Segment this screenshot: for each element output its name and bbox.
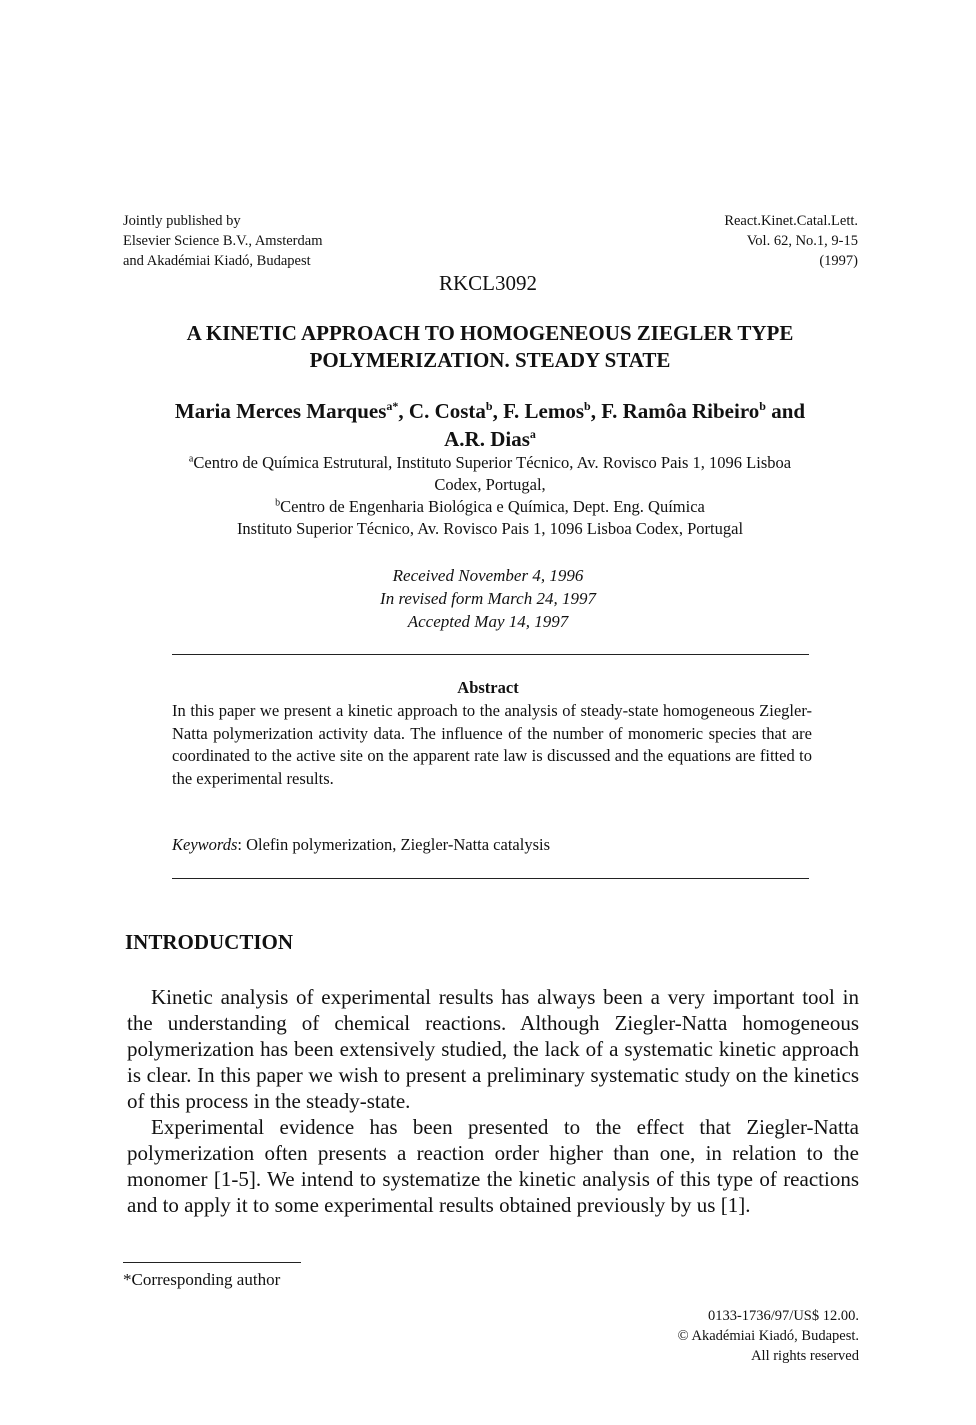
keywords-label: Keywords: [172, 835, 238, 854]
footnote: *Corresponding author: [123, 1270, 281, 1289]
author-name: Maria Merces Marques: [174, 399, 387, 423]
affiliation-a-cont: Codex, Portugal,: [434, 475, 546, 494]
publisher-line: Jointly published by: [123, 213, 241, 229]
paragraph: Experimental evidence has been presented to the effect that Ziegler-Natta polymerization often presents a reaction order higher than one, in relation to the monomer [1-5]. We intend to systematize the kinetic analysis of this type of reactions and to apply it to some experimental results obtained previously by us [1].: [127, 1115, 859, 1217]
paper-title: [120, 320, 860, 374]
abstract-text: In this paper we present a kinetic approach to the analysis of steady-state homogeneous Ziegler-Natta polymerization activity data. The influence of the number of monomeric species that are coordinated to the active site on the apparent rate law is discussed and the equations are fitted to the experimental results.: [172, 701, 812, 788]
author-affiliation-mark: b: [759, 399, 766, 413]
title-line: POLYMERIZATION. STEADY STATE: [309, 348, 671, 372]
affiliation-b: $^b$Centro de Engenharia Biológica e Química, Dept. Eng. Química: [275, 497, 705, 516]
author-name: F. Lemos: [503, 399, 584, 423]
accepted-date: Accepted May 14, 1997: [407, 612, 569, 631]
author-affiliation-mark: a*: [386, 399, 399, 413]
intro-text: [127, 984, 859, 1218]
article-dates: [0, 564, 976, 633]
author-name: C. Costa: [408, 399, 486, 423]
affiliations: [120, 452, 860, 540]
publisher-line: and Akadémiai Kiadó, Budapest: [123, 253, 311, 269]
revised-date: In revised form March 24, 1997: [380, 589, 596, 608]
author-list: Maria Merces Marques$^{a*}$, C. Costa$^b$, F. Lemos$^b$, F. Ramôa Ribeiro$^b$ and A.R. Dias$^a$: [174, 399, 806, 451]
abstract-top-rule: [172, 654, 809, 655]
journal-reference: [724, 211, 858, 271]
abstract-bottom-rule: [172, 878, 809, 879]
affiliation-a: $^a$Centro de Química Estrutural, Instituto Superior Técnico, Av. Rovisco Pais 1, 1096 Lisboa: [188, 453, 792, 472]
copyright-line: © Akadémiai Kiadó, Budapest.: [677, 1328, 859, 1344]
journal-line: React.Kinet.Catal.Lett.: [724, 213, 858, 229]
copyright-line: All rights reserved: [751, 1348, 859, 1364]
author-affiliation-mark: b: [485, 399, 493, 413]
received-date: Received November 4, 1996: [392, 566, 584, 585]
journal-line: (1997): [819, 253, 858, 269]
title-line: A KINETIC APPROACH TO HOMOGENEOUS ZIEGLER TYPE: [186, 321, 794, 345]
author-affiliation-mark: a: [529, 427, 536, 441]
copyright-notice: [678, 1306, 859, 1366]
journal-line: Vol. 62, No.1, 9-15: [746, 233, 858, 249]
abstract-heading: Abstract: [457, 678, 519, 697]
author-name: F. Ramôa Ribeiro: [601, 399, 760, 423]
author-name: A.R. Dias: [444, 427, 530, 451]
publisher-info: [123, 211, 322, 271]
affiliation-b-cont: Instituto Superior Técnico, Av. Rovisco Pais 1, 1096 Lisboa Codex, Portugal: [236, 519, 744, 538]
author-affiliation-mark: b: [584, 399, 591, 413]
paragraph: Kinetic analysis of experimental results has always been a very important tool in the understanding of chemical reactions. Although Ziegler-Natta homogeneous polymerization has been extensively studied, the lack of a systematic kinetic approach is clear. In this paper we wish to present a preliminary systematic study on the kinetics of this process in the steady-state.: [127, 985, 859, 1113]
footnote-rule: [123, 1262, 301, 1263]
publisher-line: Elsevier Science B.V., Amsterdam: [123, 233, 323, 249]
section-heading: INTRODUCTION: [125, 930, 294, 954]
keywords: Keywords: Olefin polymerization, Ziegler-Natta catalysis: [172, 835, 550, 854]
copyright-line: 0133-1736/97/US$ 12.00.: [707, 1308, 859, 1324]
keywords-text: Olefin polymerization, Ziegler-Natta catalysis: [241, 835, 550, 854]
article-code: RKCL3092: [438, 271, 537, 295]
